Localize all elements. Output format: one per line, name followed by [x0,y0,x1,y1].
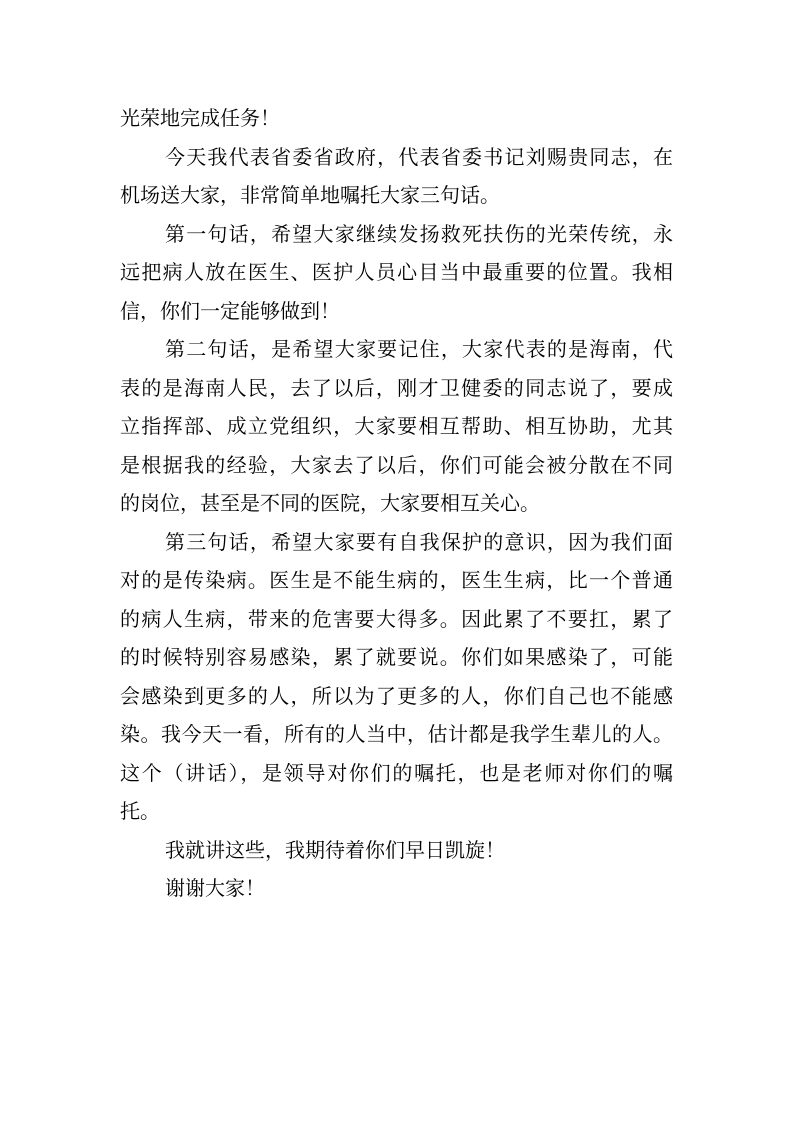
text-line: 表的是海南人民，去了以后，刚才卫健委的同志说了，要成 [120,375,673,400]
text-line: 的时候特别容易感染，累了就要说。你们如果感染了，可能 [120,645,673,669]
text-line: 今天我代表省委省政府，代表省委书记刘赐贵同志，在 [165,144,673,169]
text-line: 第一句话，希望大家继续发扬救死扶伤的光荣传统，永 [165,221,673,246]
text-line: 信，你们一定能够做到！ [120,298,340,323]
text-line: 对的是传染病。医生是不能生病的，医生生病，比一个普通 [120,568,673,592]
text-line: 第三句话，希望大家要有自我保护的意识，因为我们面 [165,529,673,554]
text-line: 第二句话，是希望大家要记住，大家代表的是海南，代 [165,337,673,361]
text-line: 我就讲这些，我期待着你们早日凯旋！ [165,837,505,862]
paragraph [120,215,673,331]
paragraph [120,831,673,870]
text-line: 远把病人放在医生、医护人员心目当中最重要的位置。我相 [120,260,673,284]
text-line: 托。 [120,799,160,823]
paragraph [120,138,673,215]
document-body [120,99,673,908]
paragraph [120,869,673,908]
text-line: 谢谢大家！ [165,876,265,900]
text-line: 染。我今天一看，所有的人当中，估计都是我学生辈儿的人。 [120,722,673,746]
text-line: 会感染到更多的人，所以为了更多的人，你们自己也不能感 [120,683,673,708]
text-line: 是根据我的经验，大家去了以后，你们可能会被分散在不同 [120,452,673,477]
text-line: 的病人生病，带来的危害要大得多。因此累了不要扛，累了 [120,606,673,631]
text-line: 光荣地完成任务！ [120,106,280,130]
paragraph [120,523,673,831]
text-line: 这个（讲话），是领导对你们的嘱托，也是老师对你们的嘱 [120,760,673,785]
text-line: 的岗位，甚至是不同的医院，大家要相互关心。 [120,491,540,515]
text-line: 机场送大家，非常简单地嘱托大家三句话。 [120,183,500,207]
paragraph [120,330,673,523]
paragraph [120,99,673,138]
text-line: 立指挥部、成立党组织，大家要相互帮助、相互协助，尤其 [120,414,673,438]
